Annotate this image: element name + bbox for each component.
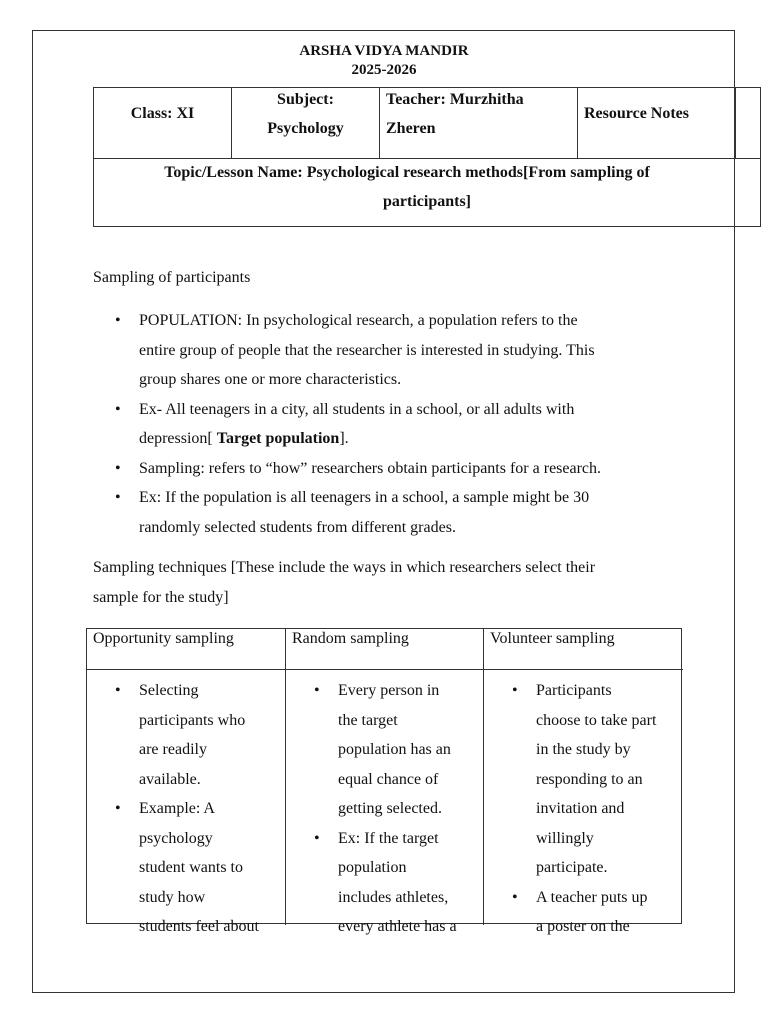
resource-notes-cell xyxy=(578,88,736,158)
subject-label: Subject: xyxy=(277,91,334,108)
cell-list xyxy=(87,676,285,942)
cell-line: in the study by xyxy=(536,741,631,758)
column-header: Volunteer sampling xyxy=(490,630,615,647)
population-bullet-list xyxy=(93,306,733,542)
bullet-icon: • xyxy=(314,682,320,699)
bullet-icon: • xyxy=(512,888,518,906)
cell-line: equal chance of xyxy=(338,770,439,788)
header-divider xyxy=(87,669,285,670)
cell-line: every athlete has a xyxy=(338,918,457,935)
cell-line: study how xyxy=(139,888,206,906)
bullet-line: POPULATION: In psychological research, a population refers to the xyxy=(139,312,578,329)
bullet-line: Ex- All teenagers in a city, all students in a school, or all adults with xyxy=(139,400,575,418)
cell-line: students feel about xyxy=(139,918,259,935)
bullet-icon: • xyxy=(512,682,518,699)
list-item xyxy=(484,883,683,942)
bullet-text: ]. xyxy=(339,430,349,447)
bullet-line: randomly selected students from different grades. xyxy=(139,518,456,536)
cell-line: the target xyxy=(338,711,398,729)
bullet-line: Sampling: refers to “how” researchers obtain participants for a research. xyxy=(139,459,602,477)
cell-line: a poster on the xyxy=(536,918,630,935)
cell-line: Ex: If the target xyxy=(338,829,439,847)
bullet-line: group shares one or more characteristics. xyxy=(139,371,402,388)
bullet-icon: • xyxy=(115,459,121,477)
bullet-line: Ex: If the population is all teenagers in a school, a sample might be 30 xyxy=(139,489,590,506)
cell-line: population has an xyxy=(338,741,451,758)
target-population-term: Target population xyxy=(216,430,340,447)
resource-notes-label: Resource Notes xyxy=(584,105,690,122)
column-header: Random sampling xyxy=(292,630,409,647)
list-item xyxy=(286,824,483,942)
academic-year: 2025-2026 xyxy=(351,62,417,78)
list-item xyxy=(484,676,683,883)
cell-line: available. xyxy=(139,770,201,788)
teacher-cell xyxy=(380,88,578,158)
cell-line: participants who xyxy=(139,711,246,729)
cell-list xyxy=(484,676,683,942)
teacher-name: Zheren xyxy=(386,120,436,137)
cell-line: Selecting xyxy=(139,682,199,699)
header-divider xyxy=(286,669,483,670)
heading-line: sample for the study] xyxy=(93,588,229,606)
subject-value: Psychology xyxy=(267,120,344,137)
class-cell xyxy=(94,88,232,158)
school-name: ARSHA VIDYA MANDIR xyxy=(299,43,469,59)
bullet-icon: • xyxy=(115,312,121,329)
bullet-icon: • xyxy=(115,800,121,817)
bullet-icon: • xyxy=(314,829,320,847)
cell-line: responding to an xyxy=(536,770,643,788)
topic-line-1: Topic/Lesson Name: Psychological research methods[From sampling of xyxy=(164,164,650,181)
volunteer-sampling-column xyxy=(484,629,683,935)
cell-line: choose to take part xyxy=(536,711,657,729)
cell-line: willingly xyxy=(536,829,594,847)
cell-line: getting selected. xyxy=(338,800,442,817)
class-label: Class: XI xyxy=(130,105,195,122)
opportunity-sampling-column xyxy=(87,629,286,935)
list-item xyxy=(286,676,483,824)
cell-line: population xyxy=(338,859,407,876)
list-item xyxy=(93,483,733,542)
cell-line: are readily xyxy=(139,741,207,758)
topic-cell xyxy=(94,158,760,216)
list-item xyxy=(87,794,285,942)
cell-line: Every person in xyxy=(338,682,440,699)
bullet-line: entire group of people that the researcher is interested in studying. This xyxy=(139,341,595,359)
section-heading-techniques xyxy=(93,553,733,612)
list-item xyxy=(93,306,733,395)
bullet-icon: • xyxy=(115,682,121,699)
heading-line: Sampling techniques [These include the ways in which researchers select their xyxy=(93,559,596,576)
cell-line: A teacher puts up xyxy=(536,888,648,906)
subject-cell xyxy=(232,88,380,158)
section-heading-sampling: Sampling of participants xyxy=(93,269,251,286)
bullet-icon: • xyxy=(115,400,121,418)
lesson-header-table xyxy=(93,87,761,227)
topic-line-2: participants] xyxy=(383,193,471,210)
cell-line: student wants to xyxy=(139,859,243,876)
sampling-techniques-table xyxy=(86,628,682,935)
bullet-line xyxy=(139,424,733,454)
header-divider xyxy=(484,669,683,670)
list-item xyxy=(93,395,733,454)
list-item xyxy=(93,454,733,484)
cell-list xyxy=(286,676,483,942)
cell-line: Participants xyxy=(536,682,612,699)
bullet-icon: • xyxy=(115,489,121,506)
cell-line: invitation and xyxy=(536,800,625,817)
column-header: Opportunity sampling xyxy=(93,630,234,647)
teacher-label: Teacher: Murzhitha xyxy=(386,91,524,108)
cell-line: participate. xyxy=(536,859,608,876)
cell-line: psychology xyxy=(139,829,213,847)
cell-line: includes athletes, xyxy=(338,888,449,906)
random-sampling-column xyxy=(286,629,484,935)
list-item xyxy=(87,676,285,794)
cell-line: Example: A xyxy=(139,800,215,817)
bullet-text: depression[ xyxy=(139,430,217,447)
